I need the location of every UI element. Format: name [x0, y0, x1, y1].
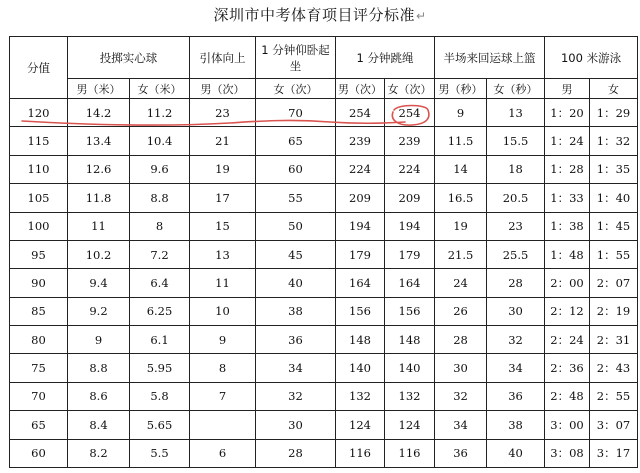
cell-rope-female: 164: [385, 269, 435, 297]
cell-shot-put-male: 10.2: [68, 240, 130, 268]
cell-swim-female: 1：32: [590, 127, 638, 155]
cell-swim-male: 1：24: [545, 127, 590, 155]
cell-basketball-female: 20.5: [487, 184, 545, 212]
cell-shot-put-female: 5.95: [130, 354, 190, 382]
cell-rope-female: 116: [385, 439, 435, 468]
cell-shot-put-female: 8: [130, 212, 190, 240]
cell-rope-male: 132: [336, 382, 385, 410]
cell-score: 95: [10, 240, 68, 268]
cell-shot-put-male: 11.8: [68, 184, 130, 212]
cell-pull-up-male: [190, 411, 256, 439]
title-text: 深圳市中考体育项目评分标准: [213, 6, 415, 24]
cell-shot-put-male: 9: [68, 326, 130, 354]
cell-shot-put-female: 7.2: [130, 240, 190, 268]
cell-rope-male: 254: [336, 99, 385, 127]
cell-rope-female: 148: [385, 326, 435, 354]
cell-basketball-male: 14: [435, 155, 487, 183]
cell-swim-male: 3：08: [545, 439, 590, 468]
cell-basketball-male: 11.5: [435, 127, 487, 155]
cell-shot-put-male: 9.4: [68, 269, 130, 297]
table-row: [10, 382, 638, 410]
cell-rope-male: 116: [336, 439, 385, 468]
cell-score: 90: [10, 269, 68, 297]
cell-shot-put-female: 10.4: [130, 127, 190, 155]
table-row: [10, 212, 638, 240]
cell-basketball-female: 28: [487, 269, 545, 297]
header-rope: 1 分钟跳绳: [336, 37, 435, 79]
cell-swim-female: 1：35: [590, 155, 638, 183]
cell-pull-up-male: 6: [190, 439, 256, 468]
header-pull-up: 引体向上: [190, 37, 256, 79]
cell-shot-put-female: 6.4: [130, 269, 190, 297]
cell-sit-up-female: 70: [256, 99, 336, 127]
cell-swim-female: 1：29: [590, 99, 638, 127]
header-shot-put: 投掷实心球: [68, 37, 190, 79]
cell-swim-male: 1：48: [545, 240, 590, 268]
cell-shot-put-male: 8.6: [68, 382, 130, 410]
header-swim: 100 米游泳: [545, 37, 638, 79]
cell-swim-male: 3：00: [545, 411, 590, 439]
cell-sit-up-female: 65: [256, 127, 336, 155]
cell-rope-female: 239: [385, 127, 435, 155]
cell-shot-put-male: 12.6: [68, 155, 130, 183]
cell-sit-up-female: 30: [256, 411, 336, 439]
cell-score: 115: [10, 127, 68, 155]
cell-shot-put-female: 5.65: [130, 411, 190, 439]
cell-swim-female: 2：19: [590, 297, 638, 325]
score-table-body: [10, 99, 638, 468]
cell-rope-male: 224: [336, 155, 385, 183]
cell-shot-put-female: 11.2: [130, 99, 190, 127]
cell-rope-female: 254: [385, 99, 435, 127]
table-row: [10, 297, 638, 325]
subheader-swim-female: 女: [590, 79, 638, 99]
table-row: [10, 155, 638, 183]
header-sit-up: 1 分钟仰卧起坐: [256, 37, 336, 79]
cell-swim-male: 1：33: [545, 184, 590, 212]
cell-basketball-female: 13: [487, 99, 545, 127]
cell-basketball-female: 30: [487, 297, 545, 325]
table-row: [10, 240, 638, 268]
cell-basketball-female: 32: [487, 326, 545, 354]
cell-pull-up-male: 21: [190, 127, 256, 155]
cell-swim-male: 2：48: [545, 382, 590, 410]
cell-score: 85: [10, 297, 68, 325]
cell-sit-up-female: 38: [256, 297, 336, 325]
cell-pull-up-male: 7: [190, 382, 256, 410]
score-table: [9, 36, 638, 468]
table-row: [10, 184, 638, 212]
cell-shot-put-male: 8.8: [68, 354, 130, 382]
header-basketball: 半场来回运球上篮: [435, 37, 545, 79]
subheader-pull-up-male: 男（次）: [190, 79, 256, 99]
cell-shot-put-male: 14.2: [68, 99, 130, 127]
subheader-basketball-female: 女（秒）: [487, 79, 545, 99]
cell-rope-female: 124: [385, 411, 435, 439]
return-mark: ↵: [415, 9, 427, 23]
subheader-rope-female: 女（次）: [385, 79, 435, 99]
header-row-groups: [10, 37, 638, 79]
table-row: [10, 127, 638, 155]
header-row-units: [10, 79, 638, 99]
cell-swim-male: 1：20: [545, 99, 590, 127]
cell-basketball-male: 9: [435, 99, 487, 127]
cell-rope-male: 124: [336, 411, 385, 439]
cell-score: 100: [10, 212, 68, 240]
cell-basketball-female: 25.5: [487, 240, 545, 268]
subheader-sit-up-female: 女（次）: [256, 79, 336, 99]
cell-rope-female: 224: [385, 155, 435, 183]
cell-basketball-male: 19: [435, 212, 487, 240]
cell-basketball-female: 40: [487, 439, 545, 468]
table-row: [10, 269, 638, 297]
cell-score: 75: [10, 354, 68, 382]
cell-shot-put-female: 6.25: [130, 297, 190, 325]
cell-shot-put-male: 11: [68, 212, 130, 240]
cell-basketball-female: 36: [487, 382, 545, 410]
cell-sit-up-female: 60: [256, 155, 336, 183]
cell-rope-female: 209: [385, 184, 435, 212]
cell-basketball-male: 21.5: [435, 240, 487, 268]
cell-swim-female: 1：45: [590, 212, 638, 240]
cell-swim-male: 1：38: [545, 212, 590, 240]
cell-sit-up-female: 50: [256, 212, 336, 240]
cell-pull-up-male: 15: [190, 212, 256, 240]
table-row: [10, 326, 638, 354]
cell-swim-female: 1：55: [590, 240, 638, 268]
cell-swim-female: 2：31: [590, 326, 638, 354]
cell-basketball-male: 32: [435, 382, 487, 410]
cell-sit-up-female: 28: [256, 439, 336, 468]
cell-sit-up-female: 55: [256, 184, 336, 212]
cell-swim-female: 2：07: [590, 269, 638, 297]
cell-swim-male: 2：00: [545, 269, 590, 297]
cell-shot-put-female: 8.8: [130, 184, 190, 212]
cell-rope-male: 179: [336, 240, 385, 268]
cell-score: 80: [10, 326, 68, 354]
cell-rope-male: 156: [336, 297, 385, 325]
subheader-shot-put-female: 女（米）: [130, 79, 190, 99]
cell-rope-male: 140: [336, 354, 385, 382]
cell-basketball-male: 30: [435, 354, 487, 382]
header-score: 分值: [10, 37, 68, 99]
cell-shot-put-female: 9.6: [130, 155, 190, 183]
cell-rope-male: 239: [336, 127, 385, 155]
cell-basketball-male: 28: [435, 326, 487, 354]
cell-swim-female: 2：43: [590, 354, 638, 382]
subheader-shot-put-male: 男（米）: [68, 79, 130, 99]
table-row: [10, 354, 638, 382]
cell-rope-female: 179: [385, 240, 435, 268]
cell-shot-put-male: 8.4: [68, 411, 130, 439]
document-title: [0, 4, 640, 25]
cell-sit-up-female: 36: [256, 326, 336, 354]
cell-basketball-female: 34: [487, 354, 545, 382]
cell-shot-put-male: 8.2: [68, 439, 130, 468]
table-row: [10, 439, 638, 468]
cell-basketball-female: 15.5: [487, 127, 545, 155]
cell-pull-up-male: 23: [190, 99, 256, 127]
cell-swim-male: 2：24: [545, 326, 590, 354]
cell-basketball-male: 26: [435, 297, 487, 325]
cell-score: 120: [10, 99, 68, 127]
cell-pull-up-male: 10: [190, 297, 256, 325]
cell-score: 110: [10, 155, 68, 183]
cell-swim-female: 3：07: [590, 411, 638, 439]
cell-shot-put-female: 5.5: [130, 439, 190, 468]
cell-basketball-male: 34: [435, 411, 487, 439]
cell-swim-female: 1：40: [590, 184, 638, 212]
cell-basketball-female: 38: [487, 411, 545, 439]
cell-swim-male: 2：12: [545, 297, 590, 325]
cell-rope-male: 164: [336, 269, 385, 297]
cell-swim-female: 2：55: [590, 382, 638, 410]
cell-basketball-male: 36: [435, 439, 487, 468]
cell-sit-up-female: 34: [256, 354, 336, 382]
cell-shot-put-male: 9.2: [68, 297, 130, 325]
cell-pull-up-male: 19: [190, 155, 256, 183]
cell-basketball-male: 16.5: [435, 184, 487, 212]
cell-rope-female: 132: [385, 382, 435, 410]
cell-score: 70: [10, 382, 68, 410]
cell-rope-male: 209: [336, 184, 385, 212]
subheader-rope-male: 男（次）: [336, 79, 385, 99]
table-row: [10, 411, 638, 439]
cell-pull-up-male: 9: [190, 326, 256, 354]
cell-swim-male: 2：36: [545, 354, 590, 382]
cell-basketball-male: 24: [435, 269, 487, 297]
cell-pull-up-male: 17: [190, 184, 256, 212]
cell-sit-up-female: 32: [256, 382, 336, 410]
cell-rope-female: 140: [385, 354, 435, 382]
cell-shot-put-male: 13.4: [68, 127, 130, 155]
cell-pull-up-male: 13: [190, 240, 256, 268]
cell-basketball-female: 18: [487, 155, 545, 183]
cell-pull-up-male: 11: [190, 269, 256, 297]
cell-shot-put-female: 5.8: [130, 382, 190, 410]
cell-score: 65: [10, 411, 68, 439]
cell-sit-up-female: 40: [256, 269, 336, 297]
cell-basketball-female: 23: [487, 212, 545, 240]
cell-score: 105: [10, 184, 68, 212]
cell-shot-put-female: 6.1: [130, 326, 190, 354]
cell-rope-male: 194: [336, 212, 385, 240]
cell-pull-up-male: 8: [190, 354, 256, 382]
subheader-basketball-male: 男（秒）: [435, 79, 487, 99]
cell-rope-female: 194: [385, 212, 435, 240]
cell-rope-male: 148: [336, 326, 385, 354]
cell-swim-female: 3：17: [590, 439, 638, 468]
table-row: [10, 99, 638, 127]
cell-sit-up-female: 45: [256, 240, 336, 268]
cell-score: 60: [10, 439, 68, 468]
subheader-swim-male: 男: [545, 79, 590, 99]
cell-rope-female: 156: [385, 297, 435, 325]
cell-swim-male: 1：28: [545, 155, 590, 183]
